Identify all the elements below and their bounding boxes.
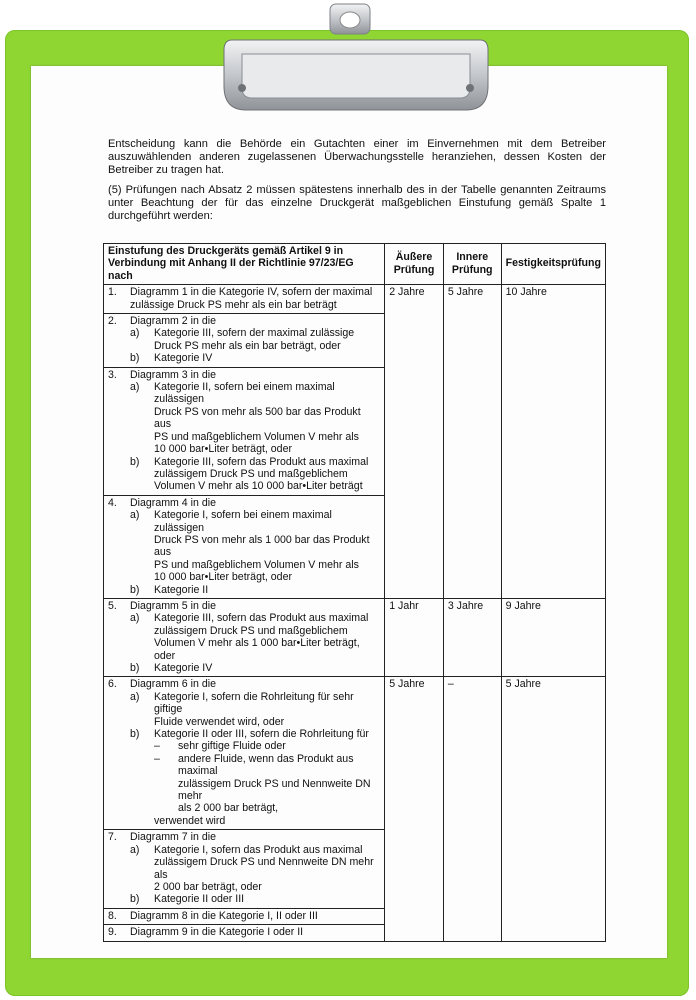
cell-text: 1. [108, 286, 117, 299]
group1-strength: 10 Jahre [501, 285, 605, 599]
cell-text: Diagramm 7 in die [130, 831, 216, 844]
group3-external: 5 Jahre [385, 677, 444, 941]
cell-text: Volumen V mehr als 1 000 bar•Liter beträgt, oder [154, 637, 360, 662]
cell-text: Druck PS mehr als ein bar beträgt, oder [154, 339, 341, 352]
cell-text: b) [130, 583, 140, 596]
cell-line [108, 456, 380, 468]
cell-text: Kategorie IV [154, 352, 213, 365]
group1-internal: 5 Jahre [443, 285, 501, 599]
cell-text: 8. [108, 909, 117, 922]
group2-internal: 3 Jahre [443, 598, 501, 676]
cell-text: zulässige Druck PS mehr als ein bar beträgt [130, 298, 337, 311]
cell-text: a) [130, 381, 140, 394]
group2-external: 1 Jahr [385, 598, 444, 676]
cell-text: 6. [108, 678, 117, 691]
cell-line [108, 369, 380, 381]
table-row [104, 285, 606, 314]
cell-text: als 2 000 bar beträgt, [178, 802, 279, 815]
cell-text: PS und maßgeblichem Volumen V mehr als [154, 558, 359, 571]
cell-text: Druck PS von mehr als 1 000 bar das Produkt aus [154, 533, 370, 559]
group3-internal: – [443, 677, 501, 941]
cell-text: Fluide verwendet wird, oder [154, 715, 285, 728]
cell-text: PS und maßgeblichem Volumen V mehr als [154, 430, 359, 443]
cell-line [108, 352, 380, 364]
cell-text: b) [130, 893, 140, 906]
cell-line [108, 509, 380, 534]
cell-text: Kategorie I, sofern die Rohrleitung für sehr giftige [154, 690, 354, 716]
cell-text: Kategorie II [154, 583, 209, 596]
cell-text: 10 000 bar•Liter beträgt, oder [154, 443, 292, 456]
cell-text: Diagramm 5 in die [130, 599, 216, 612]
cell-text: zulässigem Druck PS und maßgeblichem [154, 624, 348, 637]
cell-text: verwendet wird [154, 814, 226, 827]
table-row [104, 677, 606, 830]
cell-line [108, 381, 380, 406]
cell-text: Diagramm 8 in die Kategorie I, II oder III [130, 909, 318, 922]
paragraph-5: (5) Prüfungen nach Absatz 2 müssen spätestens innerhalb des in der Tabelle genannten Zeitraums unter Beachtung der für das einzelne Druckgerät maßgeblichen Einstufung gemäß Spalte 1 durchgeführt werden: [108, 184, 606, 222]
cell-line [108, 327, 380, 339]
cell-line [108, 926, 380, 938]
cell-text: Kategorie IV [154, 662, 213, 674]
cell-text: b) [130, 662, 140, 674]
cell-text: sehr giftige Fluide oder [178, 740, 286, 753]
cell-line [108, 315, 380, 327]
cell-text: Diagramm 4 in die [130, 496, 216, 509]
cell-line [108, 910, 380, 922]
cell-text: 2 000 bar beträgt, oder [154, 880, 262, 893]
cell-text: Kategorie II, sofern bei einem maximal zulässigen [154, 381, 335, 406]
cell-text: zulässigem Druck PS und maßgeblichem [154, 467, 348, 480]
cell-text: Diagramm 6 in die [130, 678, 216, 691]
cell-text: – [154, 740, 160, 753]
cell-text: Kategorie II oder III, sofern die Rohrleitung für [154, 728, 369, 741]
cell-text: – [154, 752, 160, 765]
cell-text: Kategorie III, sofern der maximal zulässige [154, 327, 355, 340]
cell-text: Kategorie III, sofern das Produkt aus maximal [154, 612, 369, 625]
header-external-inspection: Äußere Prüfung [385, 244, 444, 285]
cell-line [108, 584, 380, 596]
inspection-intervals-table [103, 243, 606, 942]
cell-text: andere Fluide, wenn das Produkt aus maximal [178, 752, 354, 778]
cell-line [108, 600, 380, 612]
group1-external: 2 Jahre [385, 285, 444, 599]
cell-text: 4. [108, 496, 117, 509]
metal-clip-icon [218, 2, 494, 114]
cell-text: Diagramm 3 in die [130, 368, 216, 381]
cell-line [108, 286, 380, 298]
cell-text: 5. [108, 599, 117, 612]
group3-strength: 5 Jahre [501, 677, 605, 941]
cell-text: Kategorie I, sofern das Produkt aus maximal [154, 843, 363, 856]
cell-text: a) [130, 509, 140, 522]
cell-line [108, 497, 380, 509]
cell-text: a) [130, 612, 140, 625]
cell-line [108, 612, 380, 624]
header-classification: Einstufung des Druckgeräts gemäß Artikel 9 in Verbindung mit Anhang II der Richtlinie 97/23/EG nach [104, 244, 385, 285]
table-row [104, 598, 606, 676]
header-internal-inspection: Innere Prüfung [443, 244, 501, 285]
cell-text: zulässigem Druck PS und Nennweite DN mehr als [154, 856, 374, 881]
cell-line [108, 662, 380, 674]
cell-text: b) [130, 352, 140, 365]
cell-line [108, 753, 380, 778]
cell-text: Diagramm 9 in die Kategorie I oder II [130, 926, 304, 939]
cell-text: a) [130, 327, 140, 340]
cell-line [108, 691, 380, 716]
cell-text: Druck PS von mehr als 500 bar das Produkt aus [154, 405, 361, 431]
cell-text: b) [130, 728, 140, 741]
cell-text: Kategorie III, sofern das Produkt aus maximal [154, 455, 369, 468]
cell-text: a) [130, 843, 140, 856]
cell-line [108, 740, 380, 752]
cell-text: 9. [108, 926, 117, 939]
cell-text: 10 000 bar•Liter beträgt, oder [154, 571, 292, 584]
cell-text: zulässigem Druck PS und Nennweite DN mehr [178, 777, 371, 803]
intro-paragraph: Entscheidung kann die Behörde ein Gutachten einer im Einvernehmen mit dem Betreiber auszuwählenden anderen zugelassenen Überwachungsstelle heranziehen, dessen Kosten der Betreiber zu tragen hat. [108, 138, 606, 176]
group2-strength: 9 Jahre [501, 598, 605, 676]
cell-text: 2. [108, 315, 117, 328]
cell-text: Kategorie II oder III [154, 893, 245, 906]
cell-line [108, 831, 380, 843]
cell-text: Kategorie I, sofern bei einem maximal zulässigen [154, 509, 332, 534]
document-text [108, 138, 606, 230]
cell-text: 7. [108, 831, 117, 844]
cell-text: Volumen V mehr als 10 000 bar•Liter beträgt [154, 480, 363, 493]
cell-text: a) [130, 690, 140, 703]
cell-line [108, 678, 380, 690]
cell-text: b) [130, 455, 140, 468]
cell-text: Diagramm 2 in die [130, 315, 216, 328]
cell-line [108, 844, 380, 856]
header-strength-test: Festigkeitsprüfung [501, 244, 605, 285]
cell-line [108, 728, 380, 740]
cell-text: 3. [108, 368, 117, 381]
cell-line [108, 893, 380, 905]
cell-text: Diagramm 1 in die Kategorie IV, sofern der maximal [130, 286, 373, 299]
